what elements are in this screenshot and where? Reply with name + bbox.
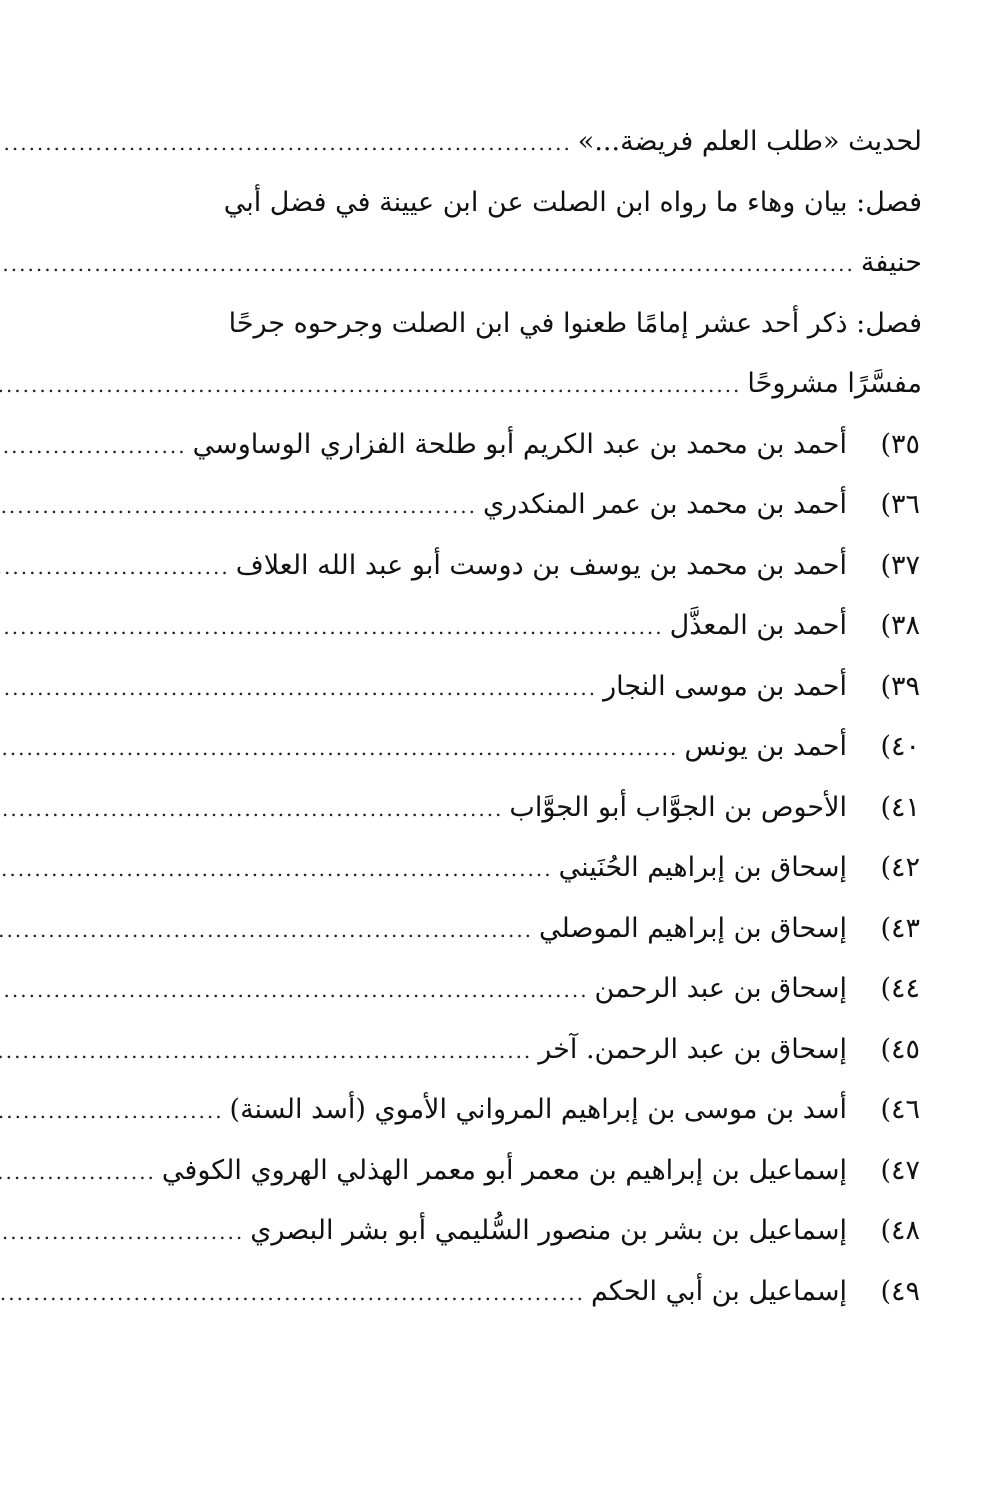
section-heading	[100, 294, 922, 355]
dot-leader	[0, 1081, 224, 1142]
section-title: فصل: بيان وهاء ما رواه ابن الصلت عن ابن عيينة في فضل أبي	[223, 186, 922, 218]
entry-number: ٤٢)	[880, 852, 920, 883]
dot-leader	[0, 1142, 156, 1203]
toc-entry	[100, 596, 922, 657]
toc-entry	[100, 717, 922, 778]
entry-number: ٣٧)	[880, 549, 920, 581]
toc-entry	[100, 354, 922, 415]
toc-entry	[100, 536, 922, 597]
entry-title: إسحاق بن عبد الرحمن	[594, 973, 847, 1004]
entry-number: ٤٠)	[880, 731, 920, 762]
entry-title: مفسَّرًا مشروحًا	[747, 368, 922, 399]
entry-title: أسد بن موسى بن إبراهيم المرواني الأموي (أسد السنة)	[229, 1094, 847, 1125]
entry-title: أحمد بن محمد بن عبد الكريم أبو طلحة الفزاري الوساوسي	[192, 428, 847, 460]
entry-title: أحمد بن محمد بن يوسف بن دوست أبو عبد الله العلاف	[235, 549, 847, 581]
entry-number: ٣٦)	[880, 489, 920, 520]
entry-title: إسحاق بن عبد الرحمن. آخر	[538, 1033, 847, 1065]
entry-number: ٤٦)	[880, 1094, 920, 1125]
dot-leader	[0, 900, 533, 961]
entry-number: ٤١)	[880, 791, 920, 823]
entry-number: ٣٨)	[880, 610, 920, 641]
entry-title: أحمد بن محمد بن عمر المنكدري	[482, 489, 847, 520]
entry-number: ٤٣)	[880, 912, 920, 944]
toc-entry	[100, 838, 922, 899]
toc-entry	[100, 1080, 922, 1141]
entry-title: إسماعيل بن أبي الحكم	[590, 1275, 847, 1307]
section-title: فصل: ذكر أحد عشر إمامًا طعنوا في ابن الصلت وجرحوه جرحًا	[228, 307, 922, 339]
entry-title: أحمد بن المعذَّل	[669, 610, 847, 641]
entry-title: الأحوص بن الجوَّاب أبو الجوَّاب	[509, 791, 847, 823]
toc-entry	[100, 1020, 922, 1081]
dot-leader	[0, 779, 503, 840]
dot-leader	[0, 960, 589, 1021]
dot-leader	[0, 839, 553, 900]
entry-number: ٤٨)	[880, 1215, 920, 1246]
toc-entry	[100, 1262, 922, 1323]
dot-leader	[0, 416, 187, 477]
dot-leader	[0, 537, 230, 598]
toc-entry	[100, 112, 922, 173]
toc-entry	[100, 475, 922, 536]
toc-entry	[100, 233, 922, 294]
toc-entry	[100, 899, 922, 960]
entry-number: ٤٥)	[880, 1033, 920, 1065]
toc-entry	[100, 959, 922, 1020]
entry-title: أحمد بن يونس	[684, 731, 847, 762]
entry-title: أحمد بن موسى النجار	[603, 670, 847, 702]
dot-leader	[0, 597, 664, 658]
entry-title: إسماعيل بن إبراهيم بن معمر أبو معمر الهذلي الهروي الكوفي	[161, 1154, 847, 1186]
toc-entry	[100, 415, 922, 476]
entry-title: حنيفة	[860, 247, 922, 278]
dot-leader	[0, 1021, 532, 1082]
dot-leader	[0, 718, 678, 779]
dot-leader	[0, 1263, 585, 1324]
entry-number: ٣٩)	[880, 670, 920, 702]
dot-leader	[0, 1202, 244, 1263]
dot-leader	[0, 234, 855, 295]
entry-title: لحديث «طلب العلم فريضة...»	[577, 126, 922, 157]
dot-leader	[0, 658, 597, 719]
entry-title: إسحاق بن إبراهيم الموصلي	[539, 912, 847, 944]
section-heading	[100, 173, 922, 234]
toc-entry	[100, 1141, 922, 1202]
entry-number: ٤٧)	[880, 1154, 920, 1186]
entry-title: إسماعيل بن بشر بن منصور السُّليمي أبو بشر البصري	[250, 1215, 847, 1246]
toc-entry	[100, 1201, 922, 1262]
entry-number: ٣٥)	[880, 428, 920, 460]
table-of-contents	[100, 112, 922, 1322]
entry-number: ٤٤)	[880, 973, 920, 1004]
entry-number: ٤٩)	[880, 1275, 920, 1307]
dot-leader	[0, 113, 572, 174]
dot-leader	[0, 355, 741, 416]
dot-leader	[0, 476, 477, 537]
toc-entry	[100, 657, 922, 718]
toc-entry	[100, 778, 922, 839]
entry-title: إسحاق بن إبراهيم الحُنَيني	[558, 852, 847, 883]
